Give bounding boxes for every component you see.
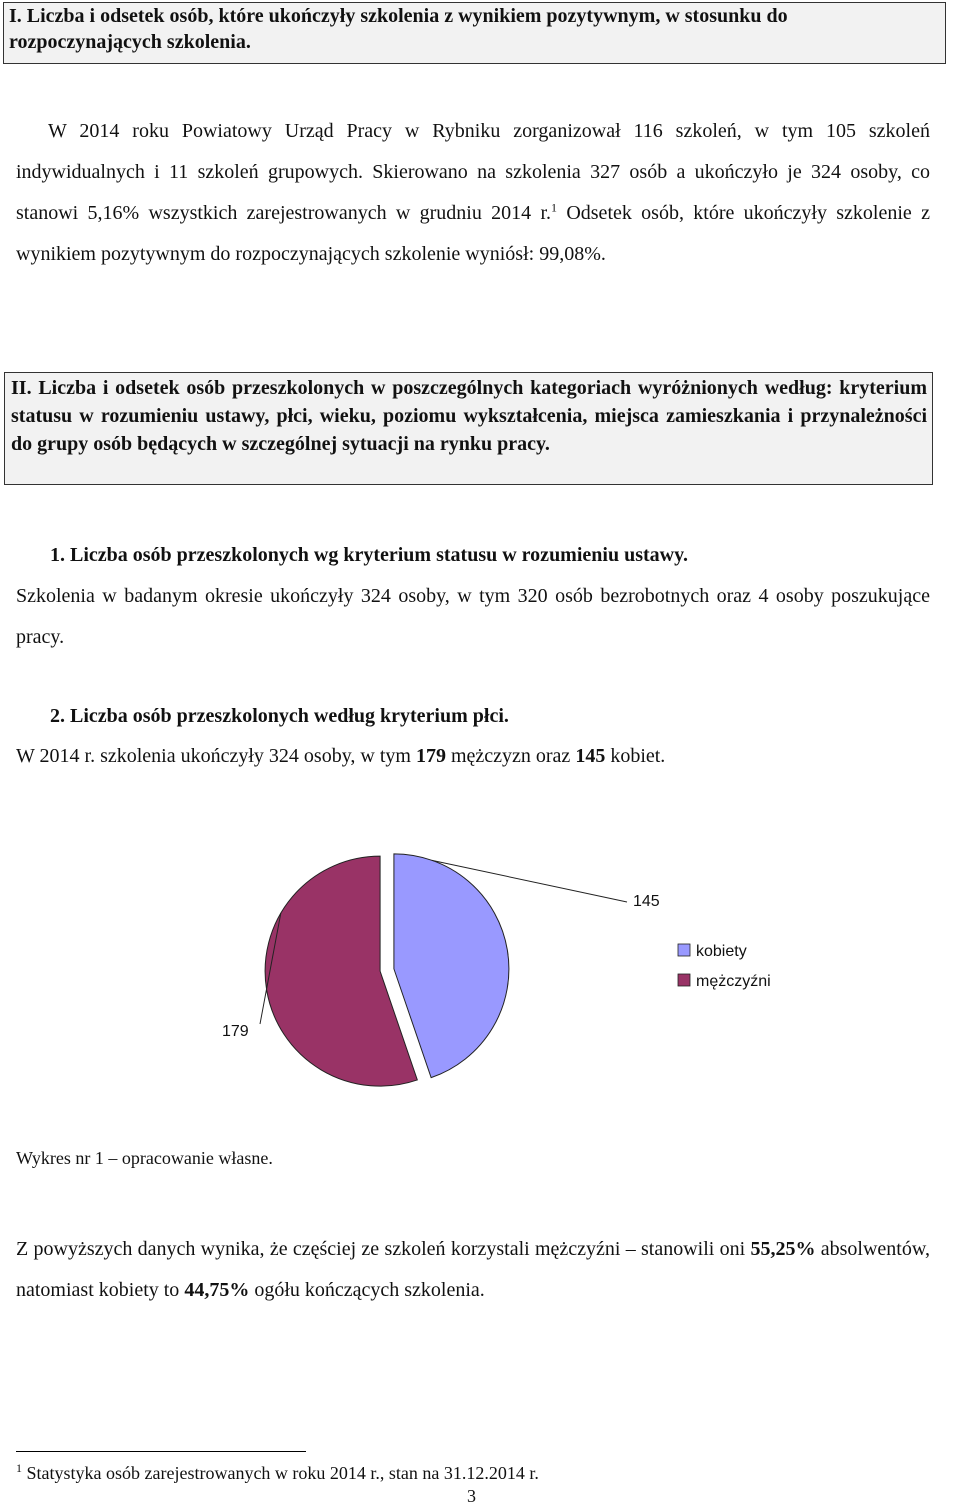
chart-legend xyxy=(678,943,771,990)
legend-swatch-mezczyzni xyxy=(678,974,690,986)
gender-pie-chart xyxy=(215,830,815,1090)
pie-slice-kobiety xyxy=(394,854,509,1078)
legend-label-mezczyzni: mężczyźni xyxy=(696,973,771,990)
section-2-title-box xyxy=(4,372,933,485)
section-2-title: II. Liczba i odsetek osób przeszkolonych w poszczególnych kategoriach wyróżnionych według: kryterium statusu w rozumieniu ustawy, płci, wieku, poziomu wykształcenia, miejsca zamieszkania i przynależności do grupy osób będących w szczególnej sytuacji na rynku pracy. xyxy=(11,377,927,455)
men-percentage: 55,25% xyxy=(750,1238,816,1260)
subsection-2-text-before: W 2014 r. szkolenia ukończyły 324 osoby, w tym xyxy=(16,745,416,767)
conclusion-text-middle: absolwentów, natomiast kobiety to xyxy=(16,1238,930,1301)
chart-caption: Wykres nr 1 – opracowanie własne. xyxy=(16,1148,273,1168)
section-1-title: I. Liczba i odsetek osób, które ukończyły szkolenia z wynikiem pozytywnym, w stosunku do rozpoczynających szkolenia. xyxy=(9,5,788,53)
legend-label-kobiety: kobiety xyxy=(696,943,747,960)
footnote-reference: 1 xyxy=(551,200,558,215)
pie-slices xyxy=(265,854,509,1086)
legend-swatch-kobiety xyxy=(678,944,690,956)
footnote-number: 1 xyxy=(16,1461,22,1475)
subsection-2-heading: 2. Liczba osób przeszkolonych według kryterium płci. xyxy=(50,705,509,727)
women-count: 145 xyxy=(575,745,606,767)
women-percentage: 44,75% xyxy=(184,1279,250,1301)
subsection-1-text: Szkolenia w badanym okresie ukończyły 324 osoby, w tym 320 osób bezrobotnych oraz 4 osoby poszukujące pracy. xyxy=(16,585,930,648)
men-count: 179 xyxy=(415,745,446,767)
subsection-1-heading: 1. Liczba osób przeszkolonych wg kryterium statusu w rozumieniu ustawy. xyxy=(50,544,688,566)
subsection-2-text-after: kobiet. xyxy=(605,745,666,767)
conclusion-text-after: ogółu kończących szkolenia. xyxy=(249,1279,485,1301)
data-label-mezczyzni: 179 xyxy=(222,1023,249,1040)
section-1-paragraph xyxy=(16,111,930,275)
conclusion-text-before: Z powyższych danych wynika, że częściej ze szkoleń korzystali mężczyźni – stanowili oni xyxy=(16,1238,751,1260)
footnote xyxy=(16,1462,539,1484)
conclusion-paragraph xyxy=(16,1229,930,1311)
footnote-divider xyxy=(16,1451,306,1452)
section-1-title-box xyxy=(3,2,946,64)
footnote-text: Statystyka osób zarejestrowanych w roku 2014 r., stan na 31.12.2014 r. xyxy=(22,1463,539,1483)
section-1-text-main: W 2014 roku Powiatowy Urząd Pracy w Rybniku zorganizował 116 szkoleń, w tym 105 szkoleń indywidualnych i 11 szkoleń grupowych. Skierowano na szkolenia 327 osób a ukończyło je 324 osoby, co stanowi 5,16% wszystkich zarejestrowanych w grudniu 2014 r. xyxy=(16,120,930,224)
section-1-text-tail: Odsetek osób, które ukończyły szkolenie z wynikiem pozytywnym do rozpoczynających szkolenie wyniósł: 99,08%. xyxy=(16,202,930,265)
subsection-2-text xyxy=(16,736,930,777)
section-1-paragraph-text xyxy=(16,111,930,275)
data-label-kobiety: 145 xyxy=(633,893,660,910)
subsection-2-text-middle: mężczyzn oraz xyxy=(445,745,576,767)
page-number: 3 xyxy=(467,1486,476,1506)
